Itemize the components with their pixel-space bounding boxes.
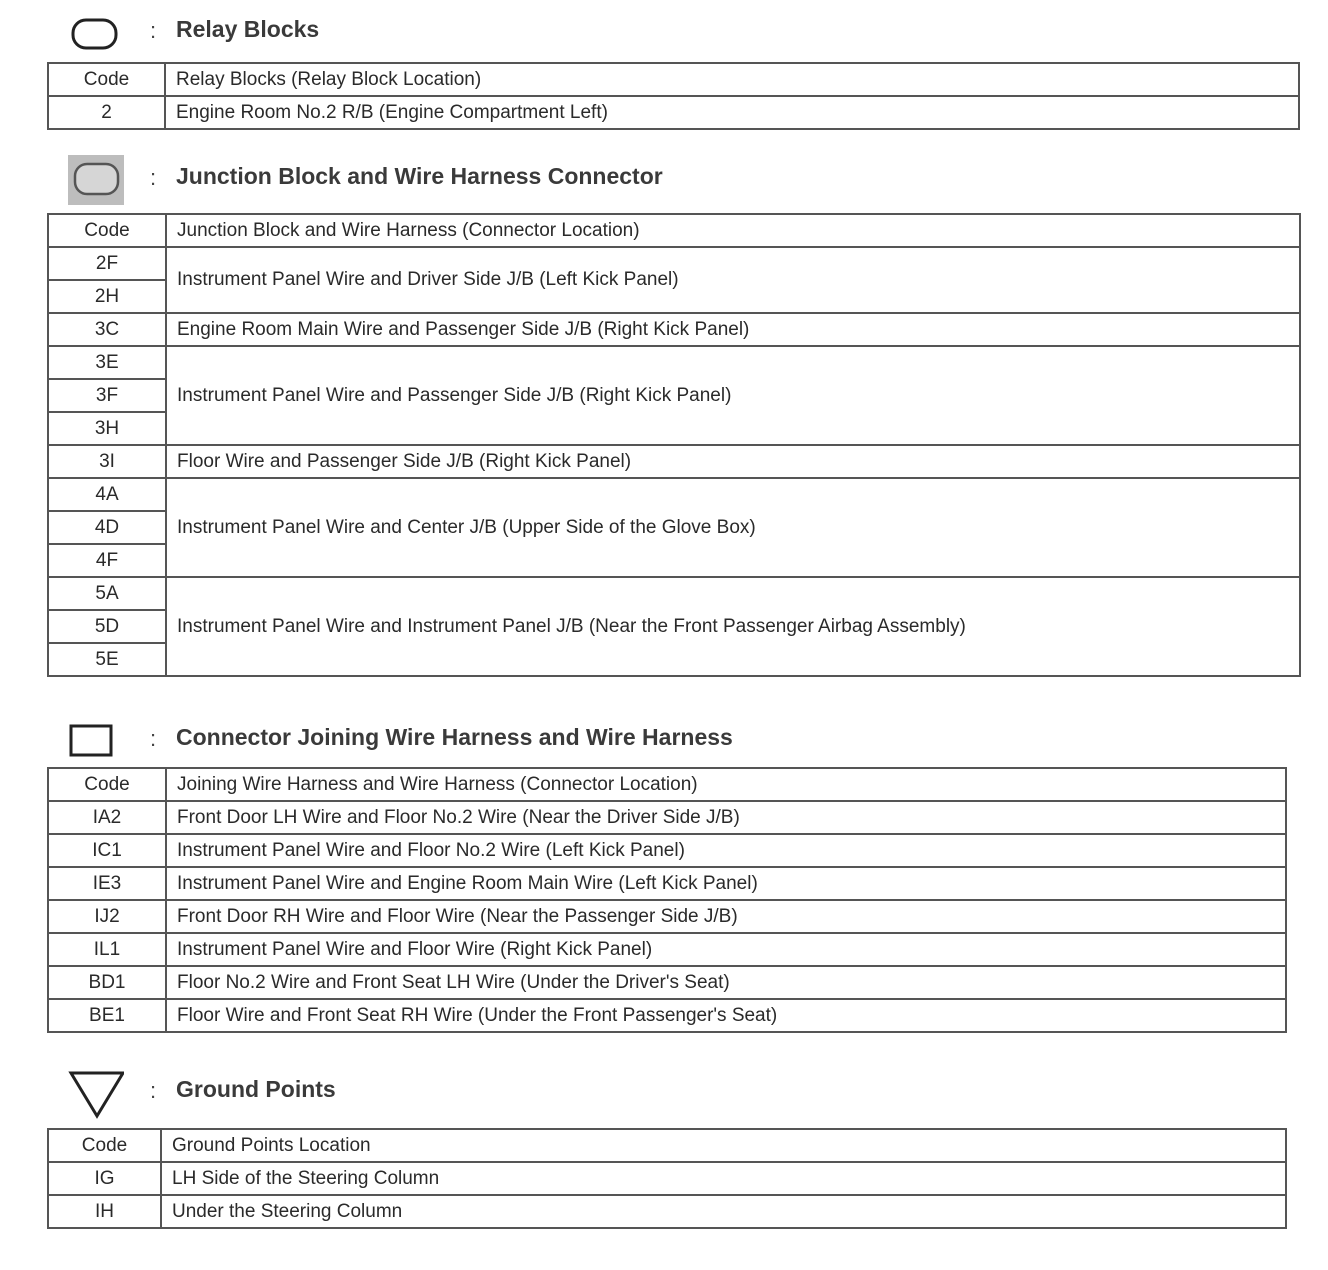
location-cell: Front Door RH Wire and Floor Wire (Near the Passenger Side J/B) — [166, 900, 1286, 933]
ground-points-table — [47, 1128, 1287, 1229]
location-cell: Instrument Panel Wire and Instrument Panel J/B (Near the Front Passenger Airbag Assembly) — [166, 577, 1300, 676]
location-cell: Engine Room No.2 R/B (Engine Compartment Left) — [165, 96, 1299, 129]
code-cell: 3E — [48, 346, 166, 379]
location-cell: Front Door LH Wire and Floor No.2 Wire (Near the Driver Side J/B) — [166, 801, 1286, 834]
code-cell: BD1 — [48, 966, 166, 999]
location-header: Junction Block and Wire Harness (Connector Location) — [166, 214, 1300, 247]
table-row — [48, 346, 1300, 379]
location-cell: Instrument Panel Wire and Floor Wire (Right Kick Panel) — [166, 933, 1286, 966]
code-header: Code — [48, 214, 166, 247]
code-cell: 5A — [48, 577, 166, 610]
table-row — [48, 900, 1286, 933]
location-cell: Floor Wire and Front Seat RH Wire (Under the Front Passenger's Seat) — [166, 999, 1286, 1032]
code-cell: IG — [48, 1162, 161, 1195]
shaded-rounded-rect-icon — [68, 155, 124, 205]
section-title: Junction Block and Wire Harness Connector — [176, 163, 663, 189]
table-row — [48, 577, 1300, 610]
table-row — [48, 999, 1286, 1032]
location-cell: Instrument Panel Wire and Engine Room Main Wire (Left Kick Panel) — [166, 867, 1286, 900]
location-header: Joining Wire Harness and Wire Harness (Connector Location) — [166, 768, 1286, 801]
code-header: Code — [48, 63, 165, 96]
location-cell: Instrument Panel Wire and Driver Side J/B (Left Kick Panel) — [166, 247, 1300, 313]
location-cell: LH Side of the Steering Column — [161, 1162, 1286, 1195]
code-cell: 3H — [48, 412, 166, 445]
code-header: Code — [48, 768, 166, 801]
location-cell: Engine Room Main Wire and Passenger Side J/B (Right Kick Panel) — [166, 313, 1300, 346]
section-title: Ground Points — [176, 1076, 336, 1102]
code-cell: IA2 — [48, 801, 166, 834]
code-cell: IL1 — [48, 933, 166, 966]
location-cell: Instrument Panel Wire and Floor No.2 Wire (Left Kick Panel) — [166, 834, 1286, 867]
code-cell: IH — [48, 1195, 161, 1228]
code-cell: 2H — [48, 280, 166, 313]
location-cell: Floor No.2 Wire and Front Seat LH Wire (Under the Driver's Seat) — [166, 966, 1286, 999]
location-header: Relay Blocks (Relay Block Location) — [165, 63, 1299, 96]
code-cell: 2 — [48, 96, 165, 129]
location-cell: Instrument Panel Wire and Center J/B (Upper Side of the Glove Box) — [166, 478, 1300, 577]
code-cell: 4A — [48, 478, 166, 511]
code-header: Code — [48, 1129, 161, 1162]
table-row — [48, 867, 1286, 900]
code-cell: 5E — [48, 643, 166, 676]
code-cell: 4D — [48, 511, 166, 544]
table-row — [48, 1162, 1286, 1195]
table-header-row — [48, 63, 1299, 96]
rounded-rect-icon — [68, 8, 124, 58]
table-row — [48, 801, 1286, 834]
code-cell: 4F — [48, 544, 166, 577]
relay-blocks-table — [47, 62, 1300, 130]
code-cell: IC1 — [48, 834, 166, 867]
section-title: Connector Joining Wire Harness and Wire Harness — [176, 724, 733, 750]
table-header-row — [48, 214, 1300, 247]
table-header-row — [48, 768, 1286, 801]
code-cell: 2F — [48, 247, 166, 280]
section-title: Relay Blocks — [176, 16, 320, 42]
table-row — [48, 834, 1286, 867]
location-cell: Floor Wire and Passenger Side J/B (Right Kick Panel) — [166, 445, 1300, 478]
table-row — [48, 1195, 1286, 1228]
table-row — [48, 933, 1286, 966]
table-row — [48, 966, 1286, 999]
table-row — [48, 478, 1300, 511]
code-cell: 3I — [48, 445, 166, 478]
code-cell: 5D — [48, 610, 166, 643]
square-icon — [68, 716, 124, 766]
location-cell: Under the Steering Column — [161, 1195, 1286, 1228]
code-cell: IJ2 — [48, 900, 166, 933]
code-cell: BE1 — [48, 999, 166, 1032]
table-row — [48, 247, 1300, 280]
table-row — [48, 313, 1300, 346]
code-cell: 3C — [48, 313, 166, 346]
location-header: Ground Points Location — [161, 1129, 1286, 1162]
table-row — [48, 96, 1299, 129]
junction-block-table — [47, 213, 1301, 677]
location-cell: Instrument Panel Wire and Passenger Side J/B (Right Kick Panel) — [166, 346, 1300, 445]
table-row — [48, 445, 1300, 478]
code-cell: IE3 — [48, 867, 166, 900]
table-header-row — [48, 1129, 1286, 1162]
connector-joining-table — [47, 767, 1287, 1033]
code-cell: 3F — [48, 379, 166, 412]
triangle-icon — [68, 1068, 124, 1120]
